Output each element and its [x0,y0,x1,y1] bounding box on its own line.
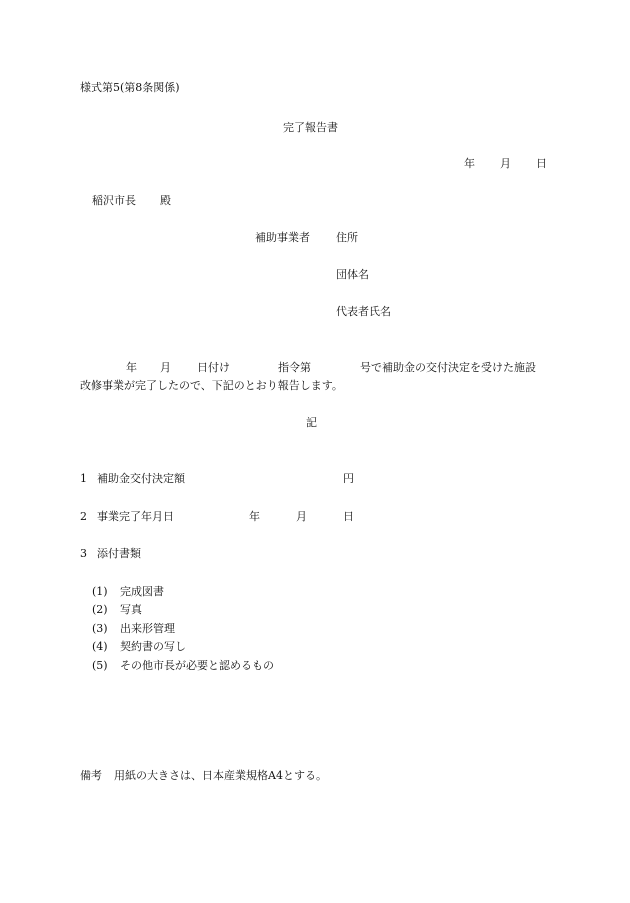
attachment-3-label: 出来形管理 [120,622,175,635]
body-line1-rest: 号で補助金の交付決定を受けた施設 [360,361,536,374]
item-2-label: 事業完了年月日 [97,510,174,523]
ki-heading: 記 [306,416,317,429]
item-3-number: 3 [80,547,87,560]
applicant-address-label: 住所 [336,231,358,244]
date-month: 月 [500,157,511,170]
remarks-label: 備考 [80,769,102,782]
applicant-representative-label: 代表者氏名 [336,305,391,318]
item-2-year: 年 [249,510,260,523]
item-3-label: 添付書類 [97,547,141,560]
form-number: 様式第5(第8条関係) [80,81,180,94]
attachment-2-label: 写真 [120,603,142,616]
applicant-label: 補助事業者 [255,231,310,244]
body-line2: 改修事業が完了したので、下記のとおり報告します。 [80,379,343,392]
attachment-5-number: (5) [92,659,108,672]
addressee-honorific: 殿 [160,194,171,207]
remarks-text: 用紙の大きさは、日本産業規格A4とする。 [114,769,327,782]
body-year: 年 [126,361,137,374]
attachment-1-label: 完成図書 [120,585,164,598]
attachment-4-label: 契約書の写し [120,640,186,653]
item-1-unit: 円 [343,472,354,485]
date-day: 日 [536,157,547,170]
addressee-name: 稲沢市長 [92,194,136,207]
item-1-number: 1 [80,472,87,485]
attachment-3-number: (3) [92,622,108,635]
attachment-4-number: (4) [92,640,108,653]
document-title: 完了報告書 [283,121,338,134]
body-month: 月 [160,361,171,374]
attachment-1-number: (1) [92,585,108,598]
item-2-day: 日 [343,510,354,523]
body-order: 指令第 [278,361,311,374]
date-year: 年 [464,157,475,170]
item-1-label: 補助金交付決定額 [97,472,185,485]
item-2-number: 2 [80,510,87,523]
body-dated: 日付け [197,361,230,374]
attachment-2-number: (2) [92,603,108,616]
item-2-month: 月 [296,510,307,523]
attachment-5-label: その他市長が必要と認めるもの [120,659,274,672]
applicant-group-label: 団体名 [336,268,369,281]
